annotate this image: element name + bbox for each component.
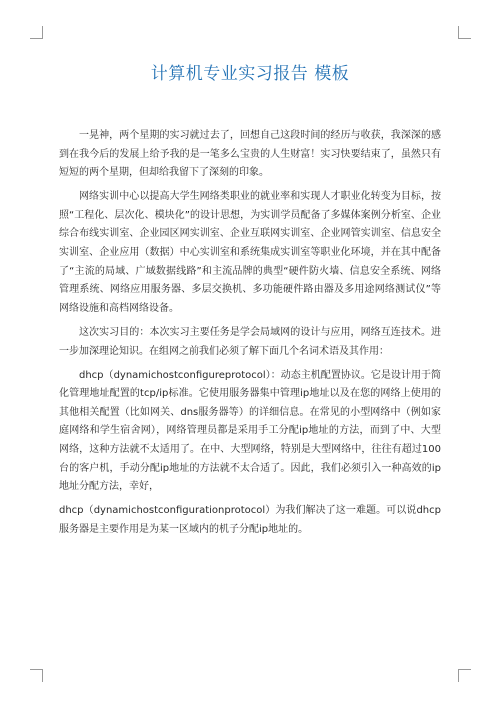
- crop-mark-top-left: [30, 26, 43, 39]
- crop-mark-top-right: [458, 26, 471, 39]
- crop-mark-bottom-left: [30, 669, 43, 682]
- paragraph-dhcp-conclusion: dhcp（dynamichostconfigurationprotocol）为我们解决了这一难题。可以说dhcp服务器是主要作用是为某一区域内的机子分配ip地址的。: [59, 505, 441, 535]
- paragraph-purpose: 这次实习目的：本次实习主要任务是学会局域网的设计与应用，网络互连技术。进一步加深理论知识。在组网之前我们必须了解下面几个名词术语及其作用：: [59, 326, 441, 357]
- paragraph-dhcp-definition: dhcp（dynamichostconfigureprotocol）：动态主机配置协议。它是设计用于简化管理地址配置的tcp/ip标准。它使用服务器集中管理ip地址以及在您的网络上使用的其他相关配置（比如网关、dns服务器等）的详细信息。在常见的小型网络中（例如家庭网络和学生宿舍网），网络管理员都是采用手工分配ip地址的方法，而到了中、大型网络，这种方法就不太适用了。在中、大型网络，特别是大型网络中，往往有超过100台的客户机，手动分配ip地址的方法就不太合适了。因此，我们必须引入一种高效的ip地址分配方法，幸好，: [59, 369, 441, 493]
- document-title: 计算机专业实习报告 模板: [150, 64, 350, 84]
- crop-mark-bottom-right: [458, 669, 471, 682]
- paragraph-intro: 一晃神，两个星期的实习就过去了，回想自己这段时间的经历与收获，我深深的感到在我今后的发展上给予我的是一笔多么宝贵的人生财富！实习快要结束了，虽然只有短短的两个星期，但却给我留下了深刻的印象。: [59, 130, 441, 179]
- document-body: [59, 127, 441, 539]
- paragraph-training-center: 网络实训中心以提高大学生网络类职业的就业率和实现人才职业化转变为目标，按照“工程化、层次化、模块化”的设计思想，为实训学员配备了多媒体案例分析室、企业综合布线实训室、企业园区网实训室、企业互联网实训室、企业网管实训室、信息安全实训室、企业应用（数据）中心实训室和系统集成实训室等职业化环境，并在其中配备了“主流的局域、广域数据线路”和主流品牌的典型“硬件防火墙、信息安全系统、网络管理系统、网络应用服务器、多层交换机、多功能硬件路由器及多用途网络测试仪”等网络设施和高档网络设备。: [59, 191, 441, 314]
